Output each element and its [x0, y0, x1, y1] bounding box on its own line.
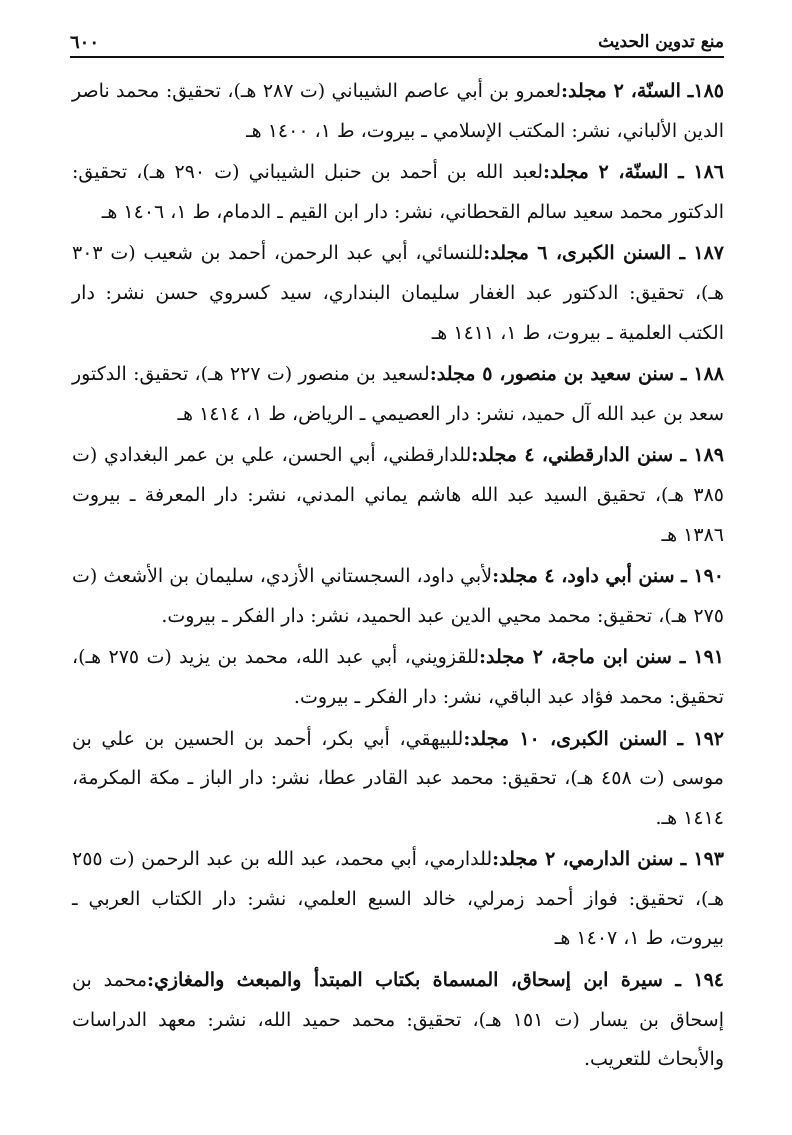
bibliography-list: [72, 72, 724, 1082]
bibliography-entry: [72, 840, 724, 959]
entry-text: للبيهقي، أبي بكر، أحمد بن الحسين بن علي بن موسى (ت ٤٥٨ هـ)، تحقيق: محمد عبد القادر عطا، نشر: دار الباز ـ مكة المكرمة، ١٤١٤ هـ.: [72, 727, 724, 829]
running-title: منع تدوين الحديث: [598, 32, 724, 52]
page-number: ٦٠٠: [70, 31, 100, 53]
entry-text: لعمرو بن أبي عاصم الشيباني (ت ٢٨٧ هـ)، تحقيق: محمد ناصر الدين الألباني، نشر: المكتب الإسلامي ـ بيروت، ط ١، ١٤٠٠ هـ: [72, 80, 724, 142]
entry-text: لسعيد بن منصور (ت ٢٢٧ هـ)، تحقيق: الدكتور سعد بن عبد الله آل حميد، نشر: دار العصيمي ـ الرياض، ط ١، ١٤١٤ هـ: [72, 363, 724, 425]
entry-lead: ١٩٢ ـ السنن الكبرى، ١٠ مجلد:: [463, 727, 724, 750]
running-header: [70, 28, 724, 58]
entry-text: للدارقطني، أبي الحسن، علي بن عمر البغدادي (ت ٣٨٥ هـ)، تحقيق السيد عبد الله هاشم يماني المدني، نشر: دار المعرفة ـ بيروت ١٣٨٦ هـ: [72, 444, 724, 546]
bibliography-entry: [72, 234, 724, 353]
bibliography-entry: [72, 638, 724, 717]
bibliography-entry: [72, 72, 724, 151]
entry-text: للقزويني، أبي عبد الله، محمد بن يزيد (ت ٢٧٥ هـ)، تحقيق: محمد فؤاد عبد الباقي، نشر: دار الفكر ـ بيروت.: [72, 646, 724, 708]
entry-text: للنسائي، أبي عبد الرحمن، أحمد بن شعيب (ت ٣٠٣ هـ)، تحقيق: الدكتور عبد الغفار سليمان البنداري، سيد كسروي حسن نشر: دار الكتب العلمية ـ بيروت، ط ١، ١٤١١ هـ: [72, 242, 724, 344]
entry-text: لعبد الله بن أحمد بن حنبل الشيباني (ت ٢٩٠ هـ)، تحقيق: الدكتور محمد سعيد سالم القحطاني، نشر: دار ابن القيم ـ الدمام، ط ١، ١٤٠٦ هـ: [72, 161, 724, 223]
entry-lead: ١٨٨ ـ سنن سعيد بن منصور، ٥ مجلد:: [429, 363, 724, 386]
entry-text: لأبي داود، السجستاني الأزدي، سليمان بن الأشعث (ت ٢٧٥ هـ)، تحقيق: محمد محيي الدين عبد الحميد، نشر: دار الفكر ـ بيروت.: [72, 565, 724, 627]
bibliography-entry: [72, 436, 724, 555]
entry-lead: ١٩٤ ـ سيرة ابن إسحاق، المسماة بكتاب المبتدأ والمبعث والمغازي:: [147, 969, 724, 992]
bibliography-entry: [72, 961, 724, 1080]
bibliography-entry: [72, 720, 724, 839]
bibliography-entry: [72, 153, 724, 232]
entry-text: للدارمي، أبي محمد، عبد الله بن عبد الرحمن (ت ٢٥٥ هـ)، تحقيق: فواز أحمد زمرلي، خالد السبع العلمي، نشر: دار الكتاب العربي ـ بيروت، ط ١، ١٤٠٧ هـ: [72, 848, 724, 950]
entry-lead: ١٩١ ـ سنن ابن ماجة، ٢ مجلد:: [479, 646, 724, 669]
entry-lead: ١٨٧ ـ السنن الكبرى، ٦ مجلد:: [483, 242, 724, 265]
entry-lead: ١٨٦ ـ السنّة، ٢ مجلد:: [543, 161, 725, 184]
entry-lead: ١٩٠ ـ سنن أبي داود، ٤ مجلد:: [492, 565, 725, 588]
bibliography-entry: [72, 355, 724, 434]
bibliography-entry: [72, 557, 724, 636]
entry-lead: ١٨٥ـ السنّة، ٢ مجلد:: [560, 80, 724, 102]
entry-lead: ١٨٩ ـ سنن الدارقطني، ٤ مجلد:: [471, 444, 724, 467]
entry-lead: ١٩٣ ـ سنن الدارمي، ٢ مجلد:: [492, 848, 724, 871]
entry-text: محمد بن إسحاق بن يسار (ت ١٥١ هـ)، تحقيق: محمد حميد الله، نشر: معهد الدراسات والأبحاث للتعريب.: [72, 969, 724, 1071]
